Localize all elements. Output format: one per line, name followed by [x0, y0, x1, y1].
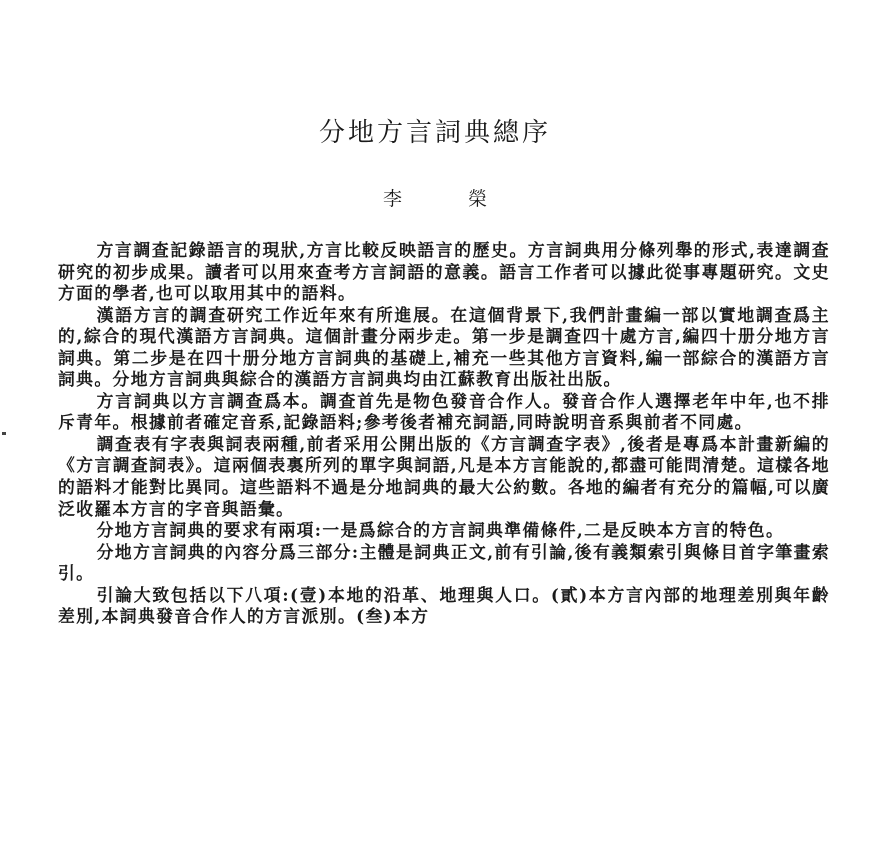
paragraph: 方言調查記錄語言的現狀,方言比較反映語言的歷史。方言詞典用分條列舉的形式,表達調查研究的初步成果。讀者可以用來查考方言詞語的意義。語言工作者可以據此從事專題研究。文史方面的學者,也可以取用其中的語料。	[58, 240, 830, 304]
paragraph: 分地方言詞典的內容分爲三部分:主體是詞典正文,前有引論,後有義類索引與條目首字筆畫索引。	[58, 541, 830, 584]
body-text	[58, 240, 830, 628]
author-name: 李 榮	[382, 188, 518, 210]
paragraph: 方言詞典以方言調查爲本。調查首先是物色發音合作人。發音合作人選擇老年中年,也不排斥青年。根據前者確定音系,記錄語料;參考後者補充詞語,同時說明音系與前者不同處。	[58, 390, 830, 433]
document-title: 分地方言詞典總序	[318, 118, 551, 148]
paragraph: 漢語方言的調查研究工作近年來有所進展。在這個背景下,我們計畫編一部以實地調查爲主的,綜合的現代漢語方言詞典。這個計畫分兩步走。第一步是調查四十處方言,編四十册分地方言詞典。第二步是在四十册分地方言詞典的基礎上,補充一些其他方言資料,編一部綜合的漢語方言詞典。分地方言詞典與綜合的漢語方言詞典均由江蘇教育出版社出版。	[58, 304, 830, 390]
paragraph: 引論大致包括以下八項:(壹)本地的沿革、地理與人口。(貳)本方言內部的地理差別與年齡差別,本詞典發音合作人的方言派別。(叁)本方	[58, 584, 830, 627]
paragraph: 調查表有字表與詞表兩種,前者采用公開出版的《方言調查字表》,後者是專爲本計畫新編的《方言調查詞表》。這兩個表裏所列的單字與詞語,凡是本方言能說的,都盡可能問清楚。這樣各地的語料才能對比異同。這些語料不過是分地詞典的最大公約數。各地的編者有充分的篇幅,可以廣泛收羅本方言的字音與語彙。	[58, 433, 830, 519]
scan-speck	[2, 432, 6, 435]
paragraph: 分地方言詞典的要求有兩項:一是爲綜合的方言詞典準備條件,二是反映本方言的特色。	[96, 520, 785, 541]
